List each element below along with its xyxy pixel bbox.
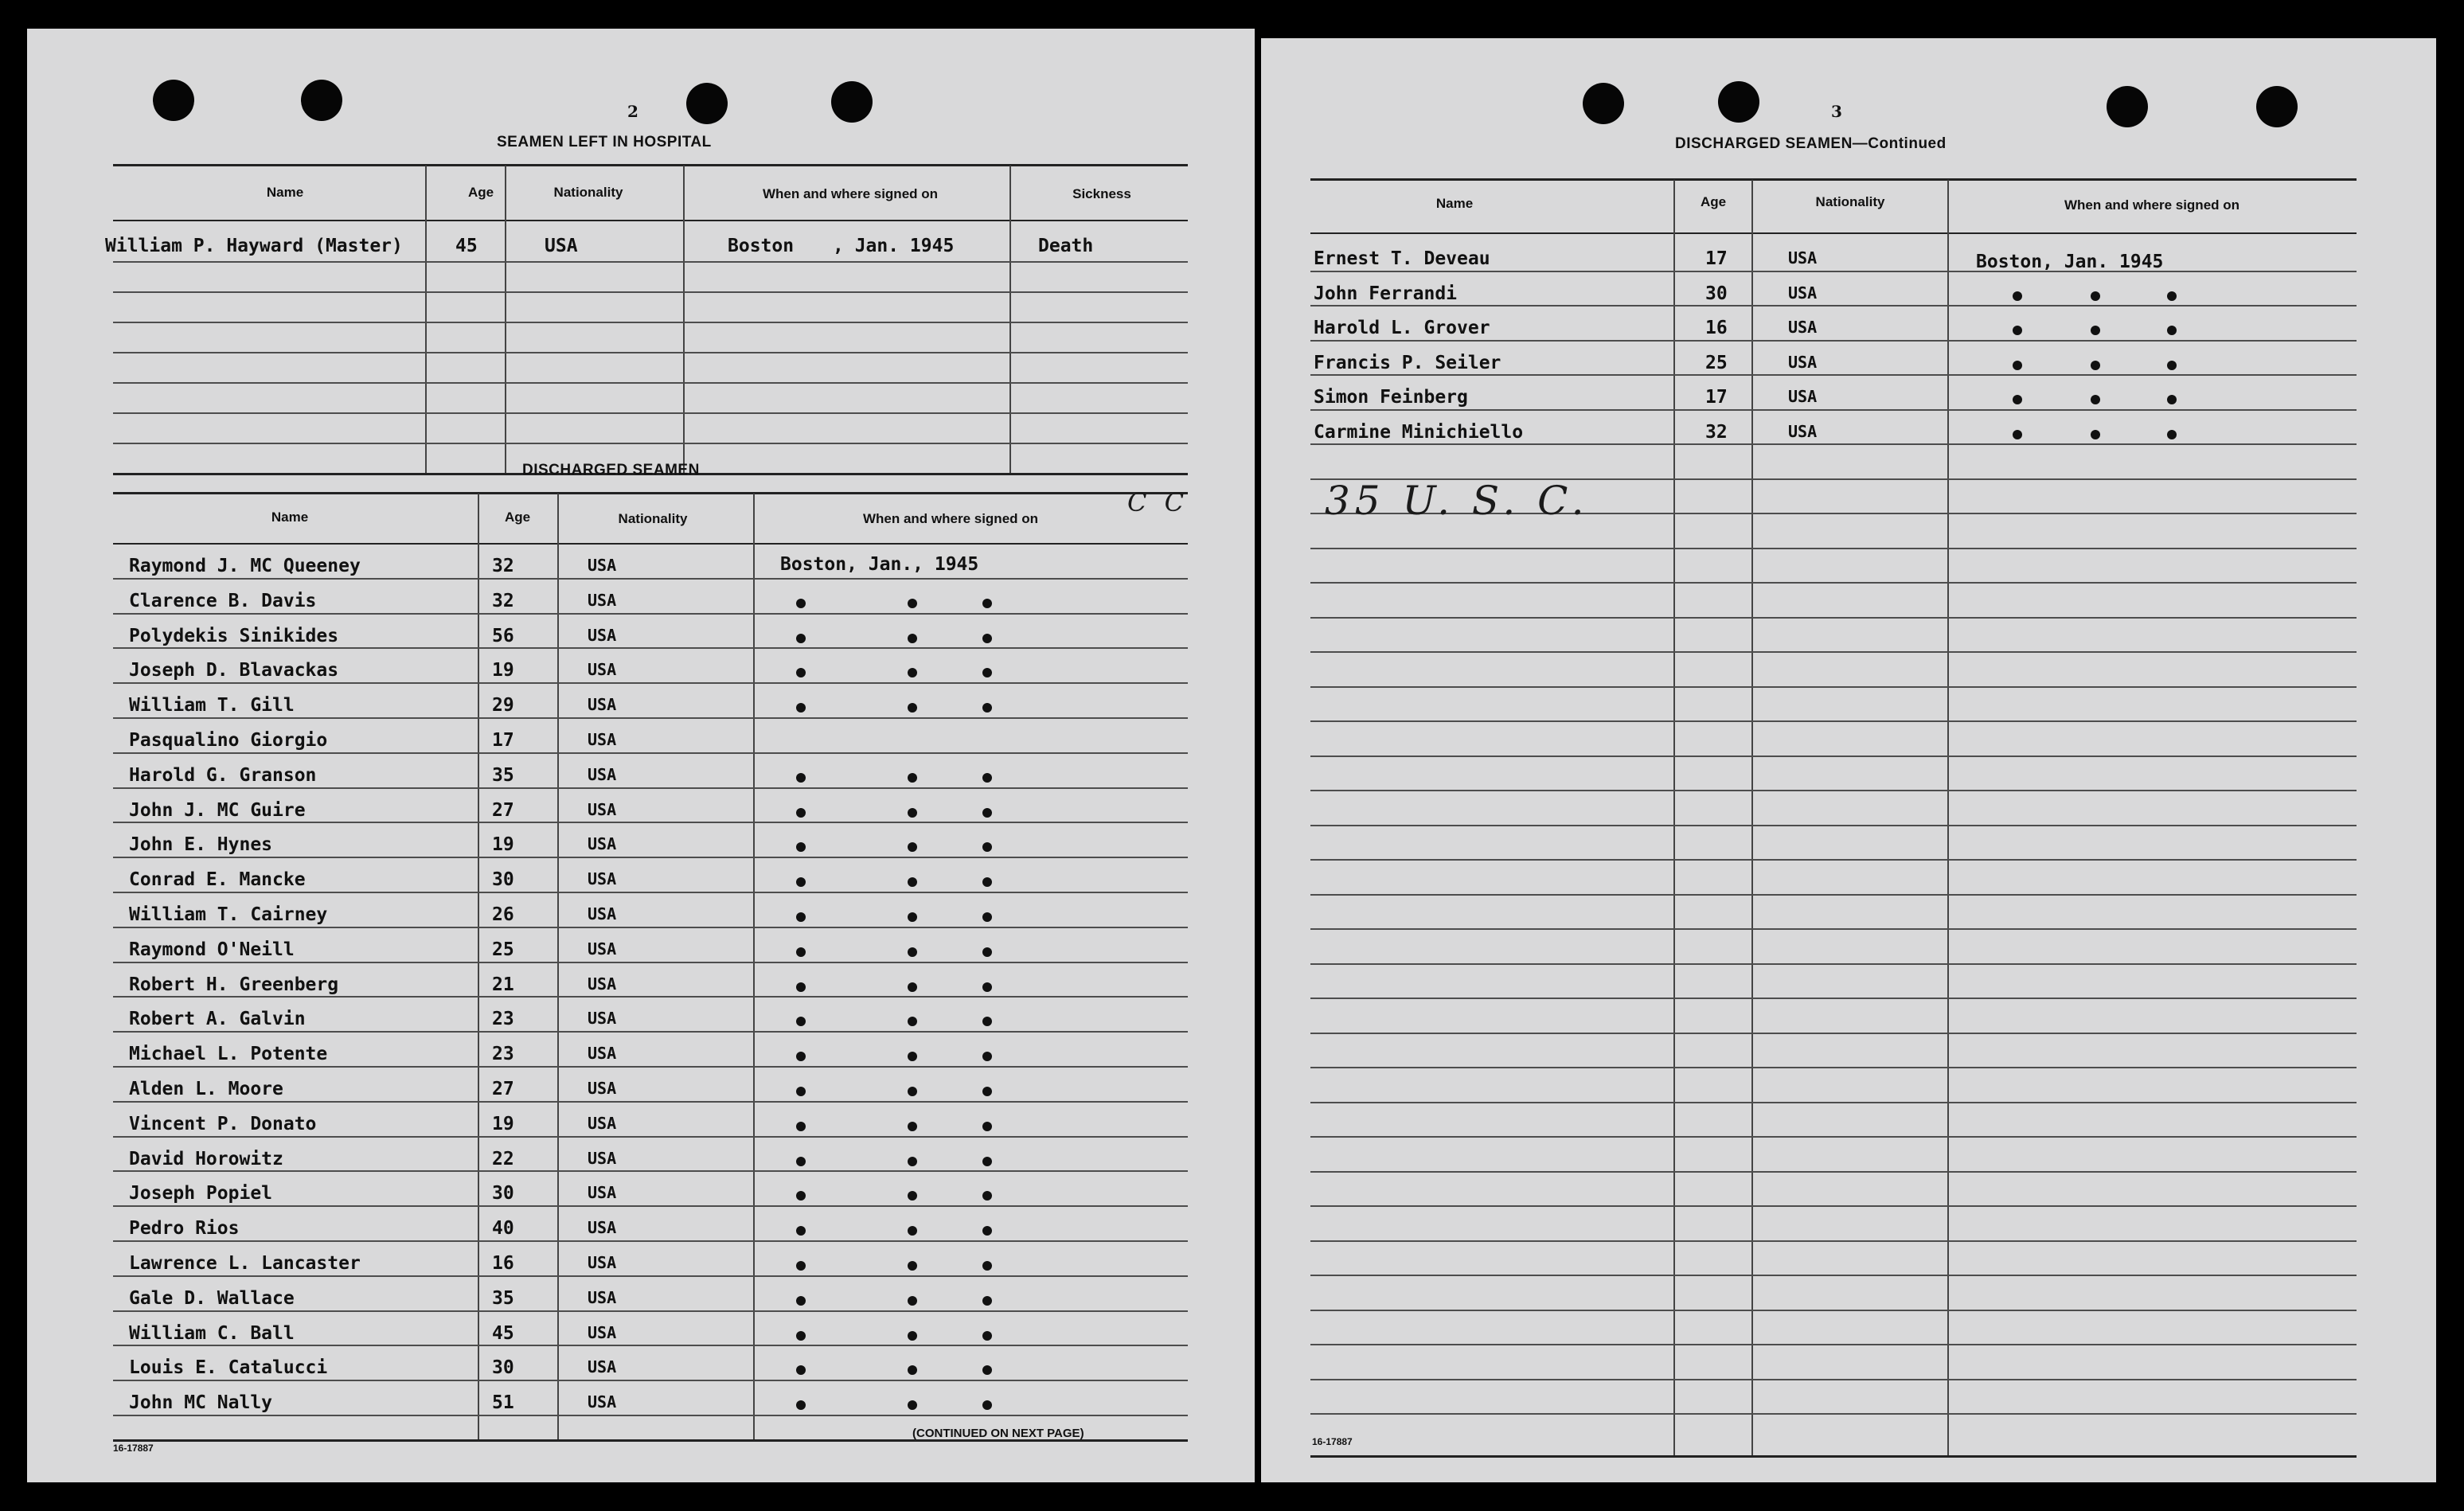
row-rule	[1310, 305, 2357, 306]
row-rule	[113, 717, 1188, 719]
ditto-mark	[908, 1331, 917, 1341]
row-rule	[1310, 1067, 2357, 1068]
ditto-mark	[2091, 361, 2100, 370]
ditto-mark	[908, 1400, 917, 1410]
seaman-name: Pedro Rios	[129, 1218, 240, 1240]
ditto-mark	[796, 947, 806, 957]
seaman-name: Conrad E. Mancke	[129, 869, 306, 891]
punch-hole	[1583, 83, 1624, 124]
ditto-mark	[2013, 430, 2022, 439]
hospital-col-signed: When and where signed on	[762, 186, 939, 201]
row-rule	[1310, 409, 2357, 411]
seaman-nationality: USA	[588, 1183, 617, 1203]
seaman-age: 23	[492, 1009, 514, 1030]
seaman-age: 27	[492, 799, 514, 821]
ditto-mark	[2167, 326, 2177, 335]
row-rule	[113, 1170, 1188, 1172]
col-name: Name	[1435, 196, 1474, 211]
seaman-age: 35	[492, 1287, 514, 1309]
hospital-section-title: SEAMEN LEFT IN HOSPITAL	[497, 134, 712, 150]
seaman-nationality: USA	[588, 1009, 617, 1029]
row-rule	[1310, 340, 2357, 342]
seaman-name: Harold G. Granson	[129, 764, 317, 786]
seaman-name: Louis E. Catalucci	[129, 1357, 328, 1379]
ditto-mark	[982, 1226, 992, 1236]
ditto-mark	[2091, 326, 2100, 335]
seaman-name: Simon Feinberg	[1314, 387, 1468, 408]
discharged-col-age: Age	[504, 510, 531, 525]
seaman-nationality: USA	[588, 904, 617, 923]
row-rule	[113, 1136, 1188, 1138]
ditto-mark	[908, 947, 917, 957]
ditto-mark	[796, 1017, 806, 1026]
row-rule	[1310, 998, 2357, 999]
row-rule	[113, 787, 1188, 789]
row-rule	[113, 1275, 1188, 1277]
ditto-mark	[2013, 395, 2022, 404]
seaman-name: Vincent P. Donato	[129, 1113, 317, 1134]
seaman-name: Gale D. Wallace	[129, 1287, 295, 1309]
ditto-mark	[796, 1122, 806, 1131]
row-rule	[113, 962, 1188, 963]
seaman-name: Carmine Minichiello	[1314, 421, 1524, 443]
col-age: Age	[1700, 194, 1727, 209]
seaman-age: 17	[1705, 387, 1728, 408]
seaman-name: Pasqualino Giorgio	[129, 730, 328, 751]
ditto-mark	[982, 668, 992, 677]
ditto-mark	[2167, 395, 2177, 404]
seaman-age: 56	[492, 625, 514, 646]
first-signed-on: Boston, Jan. 1945	[1976, 252, 2164, 272]
seaman-nationality: USA	[1788, 248, 1818, 267]
ditto-mark	[982, 1017, 992, 1026]
row-rule	[1310, 894, 2357, 896]
seaman-nationality: USA	[1788, 352, 1818, 372]
ditto-mark	[2013, 361, 2022, 370]
seaman-nationality: USA	[588, 1287, 617, 1307]
row-rule	[113, 752, 1188, 754]
row-rule	[1310, 1171, 2357, 1173]
discharged-continued-title: DISCHARGED SEAMEN—Continued	[1675, 135, 1947, 152]
seaman-age: 21	[492, 974, 514, 995]
ditto-mark	[796, 1331, 806, 1341]
ditto-mark	[908, 912, 917, 922]
seaman-nationality: USA	[1788, 283, 1818, 303]
row-rule	[113, 996, 1188, 998]
row-rule	[113, 1310, 1188, 1312]
ditto-mark	[982, 982, 992, 992]
ditto-mark	[2091, 430, 2100, 439]
seaman-nationality: USA	[588, 660, 617, 680]
seaman-nationality: USA	[588, 1044, 617, 1064]
seaman-age: 22	[492, 1148, 514, 1169]
ditto-mark	[796, 912, 806, 922]
ditto-mark	[796, 877, 806, 887]
ditto-mark	[796, 1400, 806, 1410]
hospital-col-name: Name	[266, 185, 304, 200]
punch-hole	[1718, 81, 1759, 123]
ditto-mark	[982, 1331, 992, 1341]
seaman-age: 30	[492, 1357, 514, 1379]
punch-hole	[2256, 86, 2298, 127]
seaman-age: 30	[492, 869, 514, 891]
ditto-mark	[908, 1191, 917, 1201]
seaman-age: 25	[492, 939, 514, 960]
table-bottom-rule	[1310, 1455, 2357, 1458]
seaman-name: William T. Gill	[129, 695, 295, 716]
form-number: 16-17887	[1312, 1436, 1353, 1447]
row-rule	[1310, 825, 2357, 826]
ditto-mark	[982, 842, 992, 852]
hospital-name: William P. Hayward (Master)	[105, 236, 403, 256]
seaman-nationality: USA	[588, 1148, 617, 1168]
seaman-age: 19	[492, 834, 514, 856]
row-rule	[1310, 928, 2357, 930]
ditto-mark	[982, 703, 992, 713]
discharged-section-title: DISCHARGED SEAMEN	[522, 462, 700, 478]
row-rule	[113, 892, 1188, 893]
punch-hole	[831, 81, 873, 123]
hospital-col-nationality: Nationality	[553, 185, 623, 200]
seaman-age: 19	[492, 660, 514, 681]
punch-hole	[153, 80, 194, 121]
handwritten-total-note: 35 U. S. C.	[1325, 478, 1589, 524]
seaman-age: 35	[492, 764, 514, 786]
ditto-mark	[908, 703, 917, 713]
seaman-age: 19	[492, 1113, 514, 1134]
seaman-name: Raymond O'Neill	[129, 939, 295, 960]
ditto-mark	[796, 1261, 806, 1271]
seaman-nationality: USA	[588, 764, 617, 784]
row-rule	[1310, 1310, 2357, 1311]
seaman-nationality: USA	[588, 730, 617, 749]
discharged-col-signed: When and where signed on	[862, 511, 1039, 526]
seaman-nationality: USA	[588, 834, 617, 854]
first-signed-on: Boston, Jan., 1945	[780, 554, 979, 575]
hospital-age: 45	[455, 236, 478, 256]
ditto-mark	[2167, 291, 2177, 301]
ditto-mark	[2013, 326, 2022, 335]
seaman-nationality: USA	[588, 1357, 617, 1377]
ditto-mark	[796, 1365, 806, 1375]
ditto-mark	[796, 668, 806, 677]
row-rule	[1310, 617, 2357, 619]
seaman-age: 30	[1705, 283, 1728, 304]
row-rule	[113, 647, 1188, 649]
seaman-nationality: USA	[588, 695, 617, 715]
row-rule	[113, 1101, 1188, 1103]
ditto-mark	[796, 703, 806, 713]
row-rule	[1310, 582, 2357, 584]
seaman-name: Raymond J. MC Queeney	[129, 556, 361, 576]
hospital-nationality: USA	[545, 236, 578, 256]
ditto-mark	[908, 877, 917, 887]
seaman-name: John J. MC Guire	[129, 799, 306, 821]
ditto-mark	[908, 1157, 917, 1166]
ditto-mark	[796, 773, 806, 783]
ditto-mark	[908, 1122, 917, 1131]
seaman-name: Clarence B. Davis	[129, 590, 317, 611]
row-rule	[1310, 756, 2357, 757]
hospital-place: Boston	[728, 236, 795, 256]
seaman-nationality: USA	[588, 625, 617, 645]
ditto-mark	[796, 1052, 806, 1061]
seaman-nationality: USA	[588, 799, 617, 819]
seaman-name: Joseph Popiel	[129, 1183, 273, 1205]
seaman-name: Polydekis Sinikides	[129, 625, 339, 646]
seaman-name: John Ferrandi	[1314, 283, 1458, 304]
row-rule	[1310, 686, 2357, 688]
ditto-mark	[908, 1296, 917, 1306]
hospital-col-sickness: Sickness	[1072, 186, 1131, 201]
discharged-col-name: Name	[271, 510, 309, 525]
row-rule	[1310, 651, 2357, 653]
ditto-mark	[796, 1296, 806, 1306]
ditto-mark	[982, 1296, 992, 1306]
ditto-mark	[982, 1122, 992, 1131]
ditto-mark	[982, 1087, 992, 1096]
ditto-mark	[796, 1157, 806, 1166]
ditto-mark	[908, 1052, 917, 1061]
row-rule	[113, 578, 1188, 580]
punch-hole	[686, 83, 728, 124]
seaman-nationality: USA	[588, 590, 617, 610]
ditto-mark	[982, 947, 992, 957]
ditto-mark	[982, 1052, 992, 1061]
seaman-nationality: USA	[588, 1079, 617, 1098]
col-nationality: Nationality	[1815, 194, 1885, 209]
right-page	[1261, 38, 2436, 1482]
row-rule	[1310, 374, 2357, 376]
left-page	[27, 29, 1255, 1482]
ditto-mark	[982, 1261, 992, 1271]
seaman-name: Alden L. Moore	[129, 1079, 283, 1099]
row-rule	[113, 927, 1188, 928]
seaman-name: John E. Hynes	[129, 834, 273, 856]
seaman-name: Harold L. Grover	[1314, 318, 1490, 338]
ditto-mark	[796, 1191, 806, 1201]
row-rule	[113, 682, 1188, 684]
punch-hole	[301, 80, 342, 121]
ditto-mark	[908, 634, 917, 643]
ditto-mark	[982, 599, 992, 608]
seaman-nationality: USA	[588, 556, 617, 575]
seaman-age: 45	[492, 1322, 514, 1344]
row-rule	[113, 1380, 1188, 1381]
ditto-mark	[908, 842, 917, 852]
hospital-sickness: Death	[1038, 236, 1094, 256]
ditto-mark	[908, 1087, 917, 1096]
header-annotation: C C	[1127, 487, 1189, 517]
row-rule	[113, 613, 1188, 615]
seaman-age: 17	[492, 730, 514, 751]
ditto-mark	[982, 1400, 992, 1410]
row-rule	[1310, 963, 2357, 965]
row-rule	[1310, 859, 2357, 861]
ditto-mark	[2091, 291, 2100, 301]
ditto-mark	[908, 808, 917, 818]
ditto-mark	[982, 773, 992, 783]
seaman-nationality: USA	[588, 1218, 617, 1238]
hospital-col-age: Age	[467, 185, 494, 200]
seaman-age: 16	[1705, 318, 1728, 338]
row-rule	[1310, 443, 2357, 445]
row-rule	[1310, 1379, 2357, 1380]
discharged-col-nationality: Nationality	[618, 511, 688, 526]
row-rule	[113, 1345, 1188, 1346]
row-rule	[1310, 1344, 2357, 1345]
ditto-mark	[2167, 430, 2177, 439]
ditto-mark	[796, 1226, 806, 1236]
seaman-name: Francis P. Seiler	[1314, 352, 1501, 373]
seaman-name: Robert A. Galvin	[129, 1009, 306, 1030]
ditto-mark	[796, 842, 806, 852]
seaman-name: Ernest T. Deveau	[1314, 248, 1490, 269]
ditto-mark	[982, 1191, 992, 1201]
seaman-name: David Horowitz	[129, 1148, 283, 1169]
row-rule	[113, 1240, 1188, 1242]
ditto-mark	[908, 1365, 917, 1375]
ditto-mark	[908, 668, 917, 677]
seaman-nationality: USA	[1788, 318, 1818, 337]
row-rule	[1310, 1240, 2357, 1242]
row-rule	[113, 1205, 1188, 1207]
seaman-nationality: USA	[1788, 421, 1818, 441]
ditto-mark	[908, 1017, 917, 1026]
seaman-name: Michael L. Potente	[129, 1044, 328, 1065]
seaman-nationality: USA	[588, 1253, 617, 1272]
ditto-mark	[2091, 395, 2100, 404]
ditto-mark	[796, 634, 806, 643]
ditto-mark	[908, 773, 917, 783]
seaman-nationality: USA	[588, 1322, 617, 1342]
row-rule	[1310, 1275, 2357, 1276]
seaman-age: 16	[492, 1253, 514, 1274]
row-rule	[1310, 548, 2357, 549]
ditto-mark	[2167, 361, 2177, 370]
form-number: 16-17887	[113, 1443, 154, 1454]
ditto-mark	[796, 808, 806, 818]
seaman-age: 51	[492, 1392, 514, 1414]
row-rule	[1310, 1102, 2357, 1103]
seaman-age: 32	[492, 556, 514, 576]
seaman-name: William C. Ball	[129, 1322, 295, 1344]
seaman-age: 26	[492, 904, 514, 925]
seaman-name: Robert H. Greenberg	[129, 974, 339, 995]
ditto-mark	[908, 599, 917, 608]
seaman-name: John MC Nally	[129, 1392, 273, 1414]
row-rule	[1310, 1136, 2357, 1138]
ditto-mark	[982, 1365, 992, 1375]
ditto-mark	[908, 1261, 917, 1271]
row-rule	[1310, 720, 2357, 722]
ditto-mark	[982, 634, 992, 643]
row-rule	[1310, 1205, 2357, 1207]
ditto-mark	[982, 1157, 992, 1166]
seaman-nationality: USA	[588, 974, 617, 994]
row-rule	[113, 1031, 1188, 1033]
seaman-age: 40	[492, 1218, 514, 1240]
seaman-age: 30	[492, 1183, 514, 1205]
ditto-mark	[796, 599, 806, 608]
ditto-mark	[982, 912, 992, 922]
row-rule	[113, 857, 1188, 858]
row-rule	[113, 1066, 1188, 1068]
ditto-mark	[982, 877, 992, 887]
hospital-date: , Jan. 1945	[833, 236, 955, 256]
punch-hole	[2107, 86, 2148, 127]
ditto-mark	[982, 808, 992, 818]
seaman-age: 29	[492, 695, 514, 716]
row-rule	[113, 822, 1188, 823]
seaman-name: Lawrence L. Lancaster	[129, 1253, 361, 1274]
page-number: 2	[627, 102, 638, 121]
ditto-mark	[2013, 291, 2022, 301]
seaman-age: 17	[1705, 248, 1728, 269]
row-rule	[1310, 1033, 2357, 1034]
seaman-age: 32	[1705, 421, 1728, 443]
row-rule	[1310, 790, 2357, 791]
seaman-age: 32	[492, 590, 514, 611]
ditto-mark	[908, 1226, 917, 1236]
row-rule	[1310, 1413, 2357, 1415]
seaman-nationality: USA	[588, 1392, 617, 1412]
seaman-nationality: USA	[588, 939, 617, 959]
col-signed: When and where signed on	[2064, 197, 2240, 213]
page-number: 3	[1831, 102, 1842, 121]
seaman-nationality: USA	[588, 1113, 617, 1133]
continued-note: (CONTINUED ON NEXT PAGE)	[912, 1427, 1084, 1440]
seaman-age: 27	[492, 1079, 514, 1099]
seaman-age: 25	[1705, 352, 1728, 373]
seaman-name: William T. Cairney	[129, 904, 328, 925]
row-rule	[113, 1415, 1188, 1416]
seaman-age: 23	[492, 1044, 514, 1065]
row-rule	[1310, 271, 2357, 272]
ditto-mark	[908, 982, 917, 992]
seaman-name: Joseph D. Blavackas	[129, 660, 339, 681]
seaman-nationality: USA	[588, 869, 617, 889]
ditto-mark	[796, 1087, 806, 1096]
ditto-mark	[796, 982, 806, 992]
seaman-nationality: USA	[1788, 387, 1818, 406]
